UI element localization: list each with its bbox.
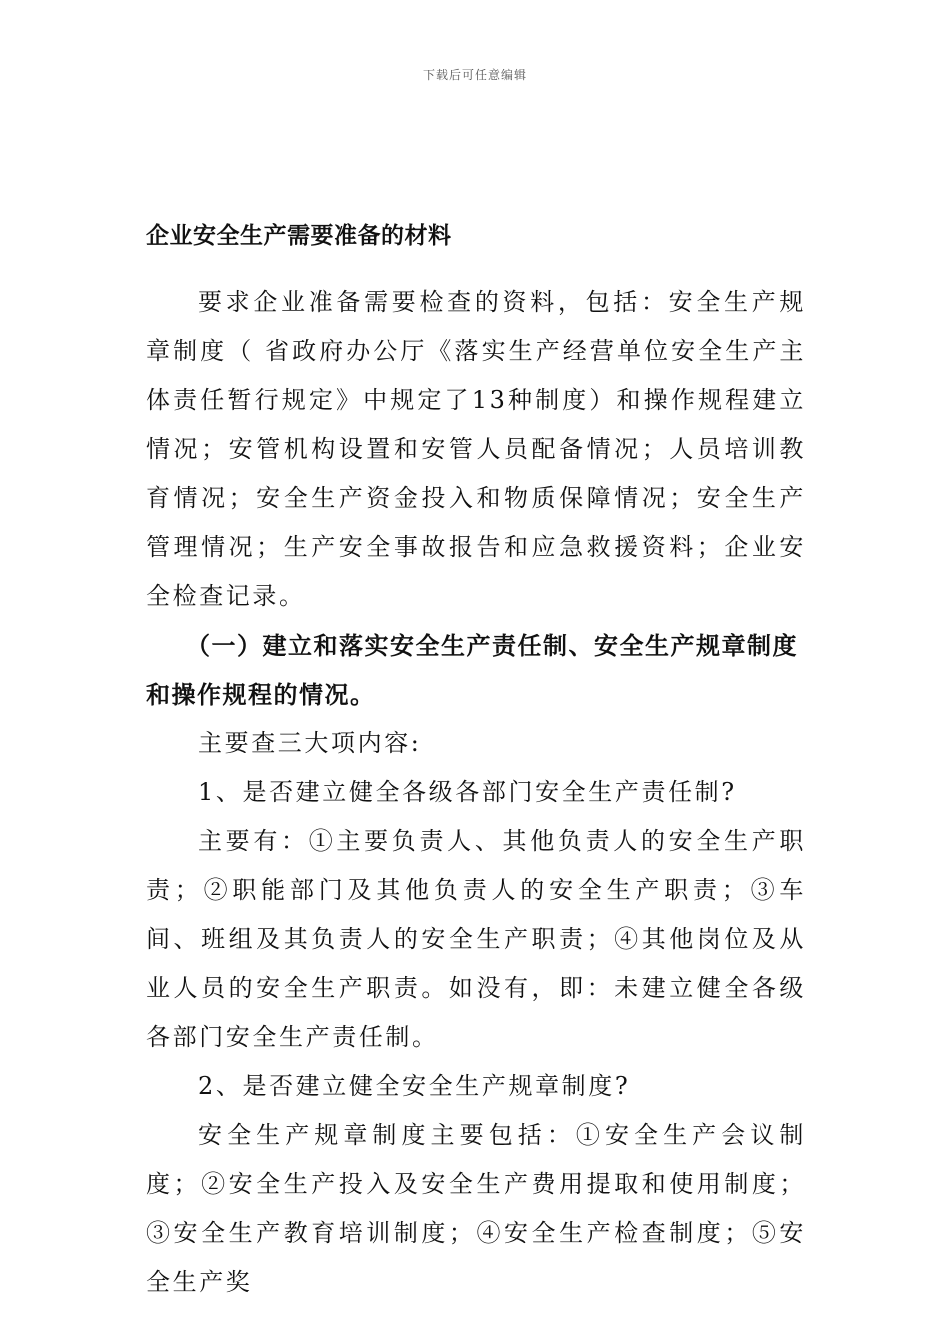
- document-title: 企业安全生产需要准备的材料: [146, 222, 452, 249]
- document-body: [146, 218, 806, 1307]
- intro-paragraph: 要求企业准备需要检查的资料，包括：安全生产规章制度（ 省政府办公厅《落实生产经营单位安全生产主体责任暂行规定》中规定了13种制度）和操作规程建立情况；安管机构设置和安管人员配备情况；人员培训教育情况；安全生产资金投入和物质保障情况；安全生产管理情况；生产安全事故报告和应急救援资料；企业安全检查记录。: [146, 288, 806, 610]
- item-1-detail: 主要有：①主要负责人、其他负责人的安全生产职责；②职能部门及其他负责人的安全生产职责；③车间、班组及其负责人的安全生产职责；④其他岗位及从业人员的安全生产职责。如没有，即：未建立健全各级各部门安全生产责任制。: [146, 827, 806, 1051]
- item-2-detail: 安全生产规章制度主要包括：①安全生产会议制度；②安全生产投入及安全生产费用提取和使用制度；③安全生产教育培训制度；④安全生产检查制度；⑤安全生产奖: [146, 1121, 806, 1296]
- section-heading-1: （一）建立和落实安全生产责任制、安全生产规章制度和操作规程的情况。: [146, 631, 798, 709]
- item-1-question: 1、是否建立健全各级各部门安全生产责任制?: [198, 778, 737, 806]
- page-header-note: 下载后可任意编辑: [422, 68, 527, 82]
- item-2-question: 2、是否建立健全安全生产规章制度?: [198, 1072, 631, 1100]
- paragraph-check-items: 主要查三大项内容:: [198, 729, 422, 757]
